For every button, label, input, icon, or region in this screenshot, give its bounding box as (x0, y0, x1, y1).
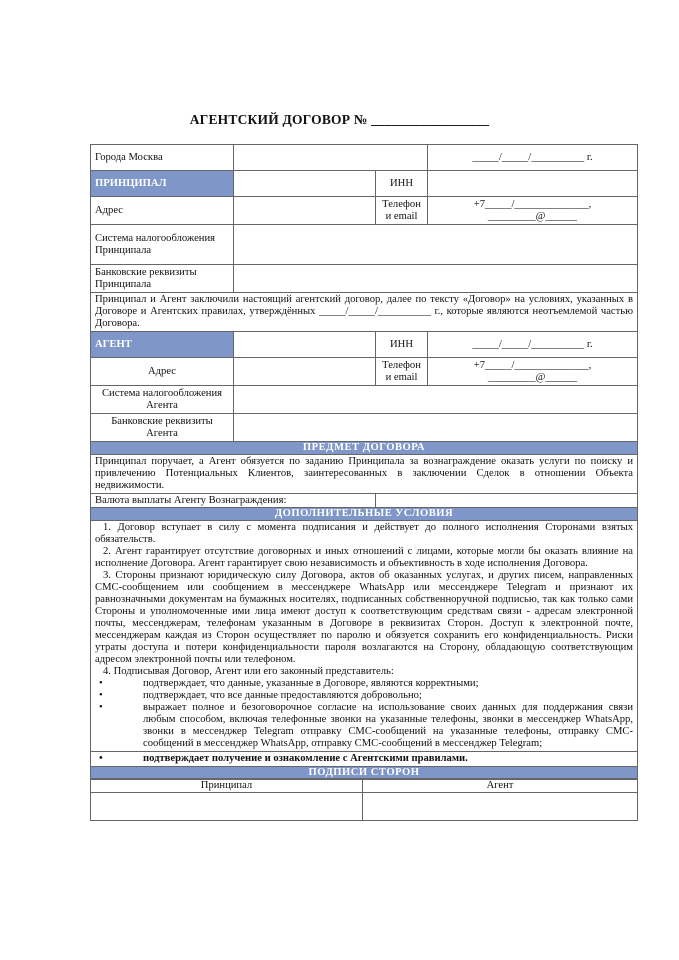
principal-signature-label: Принципал (91, 779, 363, 793)
agent-phone-label: Телефон и email (376, 358, 428, 386)
bullet-icon: • (99, 753, 103, 764)
principal-phone-label: Телефон и email (376, 197, 428, 225)
signatures-field-row (91, 793, 638, 821)
additional-heading-row (91, 508, 638, 521)
principal-name-field[interactable] (234, 171, 376, 197)
subject-heading-row (91, 442, 638, 455)
contract-form (90, 144, 637, 821)
agent-bank-row (91, 414, 638, 442)
condition-item-1: 1. Договор вступает в силу с момента подписания и действует до полного исполнения Сторонами взятых обязательств. (95, 522, 633, 545)
additional-body-row (91, 521, 638, 752)
principal-inn-label: ИНН (376, 171, 428, 197)
signatures-heading: ПОДПИСИ СТОРОН (91, 767, 638, 780)
document-title: АГЕНТСКИЙ ДОГОВОР № _________________ (189, 112, 490, 127)
signatures-table (90, 778, 638, 821)
agent-header-row (91, 332, 638, 358)
agreement-row (91, 293, 638, 332)
principal-bank-row (91, 265, 638, 293)
bullet-icon: • (99, 690, 103, 701)
subject-text-row (91, 455, 638, 494)
bullet-icon: • (99, 678, 103, 689)
agent-label: АГЕНТ (91, 332, 234, 358)
currency-row (91, 494, 638, 508)
agent-address-field[interactable] (234, 358, 376, 386)
city-label: Города Москва (91, 145, 234, 171)
condition-item-3: 3. Стороны признают юридическую силу Договора, актов об оказанных услугах, и других писем, направленных СМС-сообщением или сообщением в мессенджере WhatsApp или мессенджере Telegram и признают их равнозначными документам на бумажных носителях, подписанных собственноручной подписью, так как только сами Стороны и уполномоченные ими лица имеют доступ к соответствующим средствам связи - адресам электронной почты, мессенджерам, телефонам указанным в Договоре в реквизитах Сторон. Доступ к электронной почте, мессенджерам каждая из Сторон осуществляет по паролю и обязуется сохранить его конфиденциальность. Риски утраты доступа и потери конфиденциальности пароля возлагаются на Сторону, обладающую соответствующим адресом электронной почты или телефоном. (95, 570, 633, 665)
principal-tax-field[interactable] (234, 225, 638, 265)
principal-phone-field[interactable] (428, 197, 638, 225)
subject-heading: ПРЕДМЕТ ДОГОВОРА (91, 442, 638, 455)
bullet-text: подтверждает, что все данные предоставляются добровольно; (143, 690, 422, 701)
agent-bank-field[interactable] (234, 414, 638, 442)
principal-phone-line: +7_____/______________, (473, 198, 592, 210)
agent-signature-label: Агент (363, 779, 638, 793)
currency-label: Валюта выплаты Агенту Вознаграждения: (91, 494, 376, 508)
bullet-text: подтверждает получение и ознакомление с Агентскими правилами. (143, 753, 468, 764)
agent-date-field[interactable]: _____/_____/__________ г. (428, 332, 638, 358)
city-blank-field[interactable] (234, 145, 428, 171)
contract-date-field[interactable]: _____/_____/__________ г. (428, 145, 638, 171)
agent-address-label: Адрес (91, 358, 234, 386)
agent-email-line: _________@______ (487, 371, 578, 383)
agent-phone-field[interactable] (428, 358, 638, 386)
agreement-text: Принципал и Агент заключили настоящий агентский договор, далее по тексту «Договор» на условиях, указанных в Договоре и Агентских правилах, утверждённых _____/_____/__________ г., которые являются неотъемлемой частью Договора. (91, 293, 638, 332)
principal-address-field[interactable] (234, 197, 376, 225)
bullet-item-2 (95, 690, 633, 702)
additional-body (91, 521, 638, 752)
condition-item-2: 2. Агент гарантирует отсутствие договорных и иных отношений с лицами, которые могли бы оказать влияние на исполнение Договора. Агент гарантирует свою независимость и объективность в ходе исполнения Договора. (95, 546, 633, 569)
principal-address-label: Адрес (91, 197, 234, 225)
agent-address-row (91, 358, 638, 386)
city-row (91, 145, 638, 171)
principal-email-line: _________@______ (487, 210, 578, 222)
bullet-item-1 (95, 678, 633, 690)
agent-phone-line: +7_____/______________, (473, 359, 592, 371)
bold-bullet-cell (91, 752, 638, 767)
principal-label: ПРИНЦИПАЛ (91, 171, 234, 197)
agent-bank-label: Банковские реквизиты Агента (91, 414, 234, 442)
condition-item-4: 4. Подписывая Договор, Агент или его законный представитель: (103, 666, 394, 677)
principal-bank-field[interactable] (234, 265, 638, 293)
principal-tax-label: Система налогообложения Принципала (91, 225, 234, 265)
agent-signature-field[interactable] (363, 793, 638, 821)
bold-bullet-row (91, 752, 638, 767)
agent-tax-field[interactable] (234, 386, 638, 414)
bullet-icon: • (99, 702, 103, 713)
bullet-item-3 (95, 702, 633, 750)
principal-address-row (91, 197, 638, 225)
agent-tax-row (91, 386, 638, 414)
agent-name-field[interactable] (234, 332, 376, 358)
bullet-text: подтверждает, что данные, указанные в Договоре, являются корректными; (143, 678, 479, 689)
principal-inn-field[interactable] (428, 171, 638, 197)
currency-field[interactable] (376, 494, 638, 508)
bullet-text: выражает полное и безоговорочное согласие на использование своих данных для поддержания связи любым способом, включая телефонные звонки на указанные телефоны, звонки в мессенджер WhatsApp, звонки в мессенджер Telegram отправку СМС-сообщений на указанные телефоны, отправку СМС-сообщений в мессенджер WhatsApp, отправку СМС-сообщений в мессенджер Telegram; (143, 702, 633, 749)
agent-inn-label: ИНН (376, 332, 428, 358)
contract-table (90, 144, 638, 780)
principal-bank-label: Банковские реквизиты Принципала (91, 265, 234, 293)
bullet-item-4 (95, 753, 633, 765)
additional-heading: ДОПОЛНИТЕЛЬНЫЕ УСЛОВИЯ (91, 508, 638, 521)
signatures-label-row (91, 779, 638, 793)
principal-tax-row (91, 225, 638, 265)
principal-header-row (91, 171, 638, 197)
principal-signature-field[interactable] (91, 793, 363, 821)
subject-text: Принципал поручает, а Агент обязуется по заданию Принципала за вознаграждение оказать услуги по поиску и привлечению Потенциальных Клиентов, заинтересованных в заключении Сделок в отношении Объекта недвижимости. (91, 455, 638, 494)
agent-tax-label: Система налогообложения Агента (91, 386, 234, 414)
